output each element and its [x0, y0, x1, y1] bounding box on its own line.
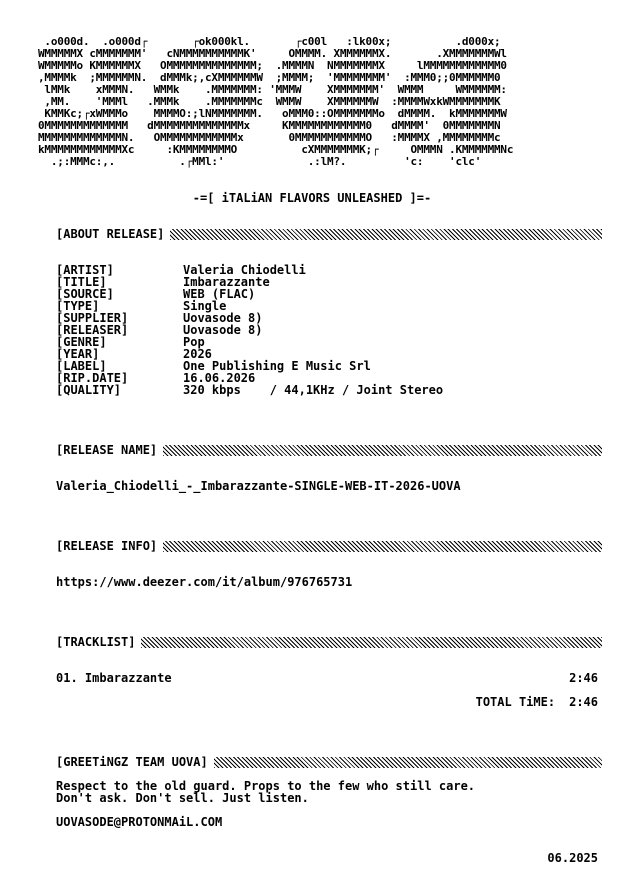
tagline: -=[ iTALiAN FLAVORS UNLEASHED ]=- — [192, 191, 432, 205]
total-time-label: TOTAL TiME: — [475, 695, 556, 709]
info-value: 320 kbps / 44,1KHz / Joint Stereo — [183, 383, 444, 397]
info-value: Pop — [183, 335, 205, 349]
info-value: Uovasode 8) — [183, 323, 263, 337]
info-row — [56, 336, 443, 348]
info-key: [GENRE] — [56, 335, 107, 349]
section-tracklist — [56, 636, 602, 648]
info-key: [SOURCE] — [56, 287, 114, 301]
total-time-value: 2:46 — [569, 695, 598, 709]
section-about-release — [56, 228, 602, 240]
section-release-name — [56, 444, 602, 456]
info-key: [RELEASER] — [56, 323, 129, 337]
track-duration: 2:46 — [569, 671, 598, 685]
release-name: Valeria_Chiodelli_-_Imbarazzante-SINGLE-WEB-IT-2026-UOVA — [56, 479, 461, 493]
track-title: 01. Imbarazzante — [56, 671, 172, 685]
info-value: Valeria Chiodelli — [183, 263, 306, 277]
section-release-info — [56, 540, 602, 552]
section-divider — [214, 757, 602, 768]
total-time — [476, 696, 598, 708]
info-key: [TITLE] — [56, 275, 107, 289]
section-greetings — [56, 756, 602, 768]
info-key: [TYPE] — [56, 299, 100, 313]
info-value: Uovasode 8) — [183, 311, 263, 325]
section-title: [RELEASE INFO] — [56, 539, 158, 553]
greeting-line-1: Respect to the old guard. Props to the few who still care. — [56, 779, 476, 793]
section-divider — [163, 541, 602, 552]
info-key: [SUPPLIER] — [56, 311, 129, 325]
info-value: 16.06.2026 — [183, 371, 256, 385]
release-url-link[interactable]: https://www.deezer.com/it/album/976765731 — [56, 575, 353, 589]
greeting-line-2: Don't ask. Don't sell. Just listen. — [56, 791, 309, 805]
info-key: [ARTIST] — [56, 263, 114, 277]
info-value: WEB (FLAC) — [183, 287, 256, 301]
section-title: [RELEASE NAME] — [56, 443, 158, 457]
section-divider — [141, 637, 602, 648]
info-key: [YEAR] — [56, 347, 100, 361]
info-key: [RIP.DATE] — [56, 371, 129, 385]
ascii-logo: .o000d. .o000d┌ ┌ok000kl. ┌c00l :lk00x; .d000x; WMMMMMX cMMMMMMM' cNMMMMMMMMMMK' OMMMM. XMMMMMMX. .XMMMMMMMWl WMMMMMo KMMMMMMX OMMMMMMMMMMMMMM; .MMMMN NMMMMMMMX lMMMMMMMMMMMM0 ,MMMMk ;MMMMMMN. dMMMk;,cXMMMMMMW ;MMMM; 'MMMMMMMM' :MMM0;;0MMMMMM0 lMMk xMMMN. WMMk .MMMMMMM: 'MMMW XMMMMMMM' WMMM WMMMMMM: ,MM. 'MMMl .MMMk .MMMMMMMc WMMW XMMMMMMW :MMMMWxkWMMMMMMMK KMMKc;┌xWMMMo MMMMO:;lNMMMMMMM. oMMM0::OMMMMMMMo dMMMM. kMMMMMMMW 0MMMMMMMMMMMMM dMMMMMMMMMMMMMMx KMMMMMMMMMMMM0 dMMMM' 0MMMMMMMN MMMMMMMMMMMMMN. OMMMMMMMMMMMMx 0MMMMMMMMMMMO :MMMMX ,MMMMMMMMc kMMMMMMMMMMMMXc :KMMMMMMMMO cXMMMMMMMK;┌ OMMMN .KMMMMMMNc .;:MMMc:,. .┌MMl:' .:lM?. 'c: 'clc' — [38, 35, 514, 168]
info-value: 2026 — [183, 347, 212, 361]
info-row — [56, 288, 443, 300]
section-title: [ABOUT RELEASE] — [56, 227, 165, 241]
release-info-table — [56, 264, 443, 396]
info-value: Imbarazzante — [183, 275, 270, 289]
info-value: Single — [183, 299, 227, 313]
section-title: [GREETiNGZ TEAM UOVA] — [56, 755, 208, 769]
info-value: One Publishing E Music Srl — [183, 359, 371, 373]
section-title: [TRACKLIST] — [56, 635, 136, 649]
info-key: [QUALITY] — [56, 383, 122, 397]
footer-date: 06.2025 — [547, 851, 598, 865]
section-divider — [163, 445, 602, 456]
info-key: [LABEL] — [56, 359, 107, 373]
info-row — [56, 324, 443, 336]
section-divider — [170, 229, 602, 240]
info-row — [56, 384, 443, 396]
contact-email[interactable]: UOVASODE@PROTONMAiL.COM — [56, 815, 223, 829]
